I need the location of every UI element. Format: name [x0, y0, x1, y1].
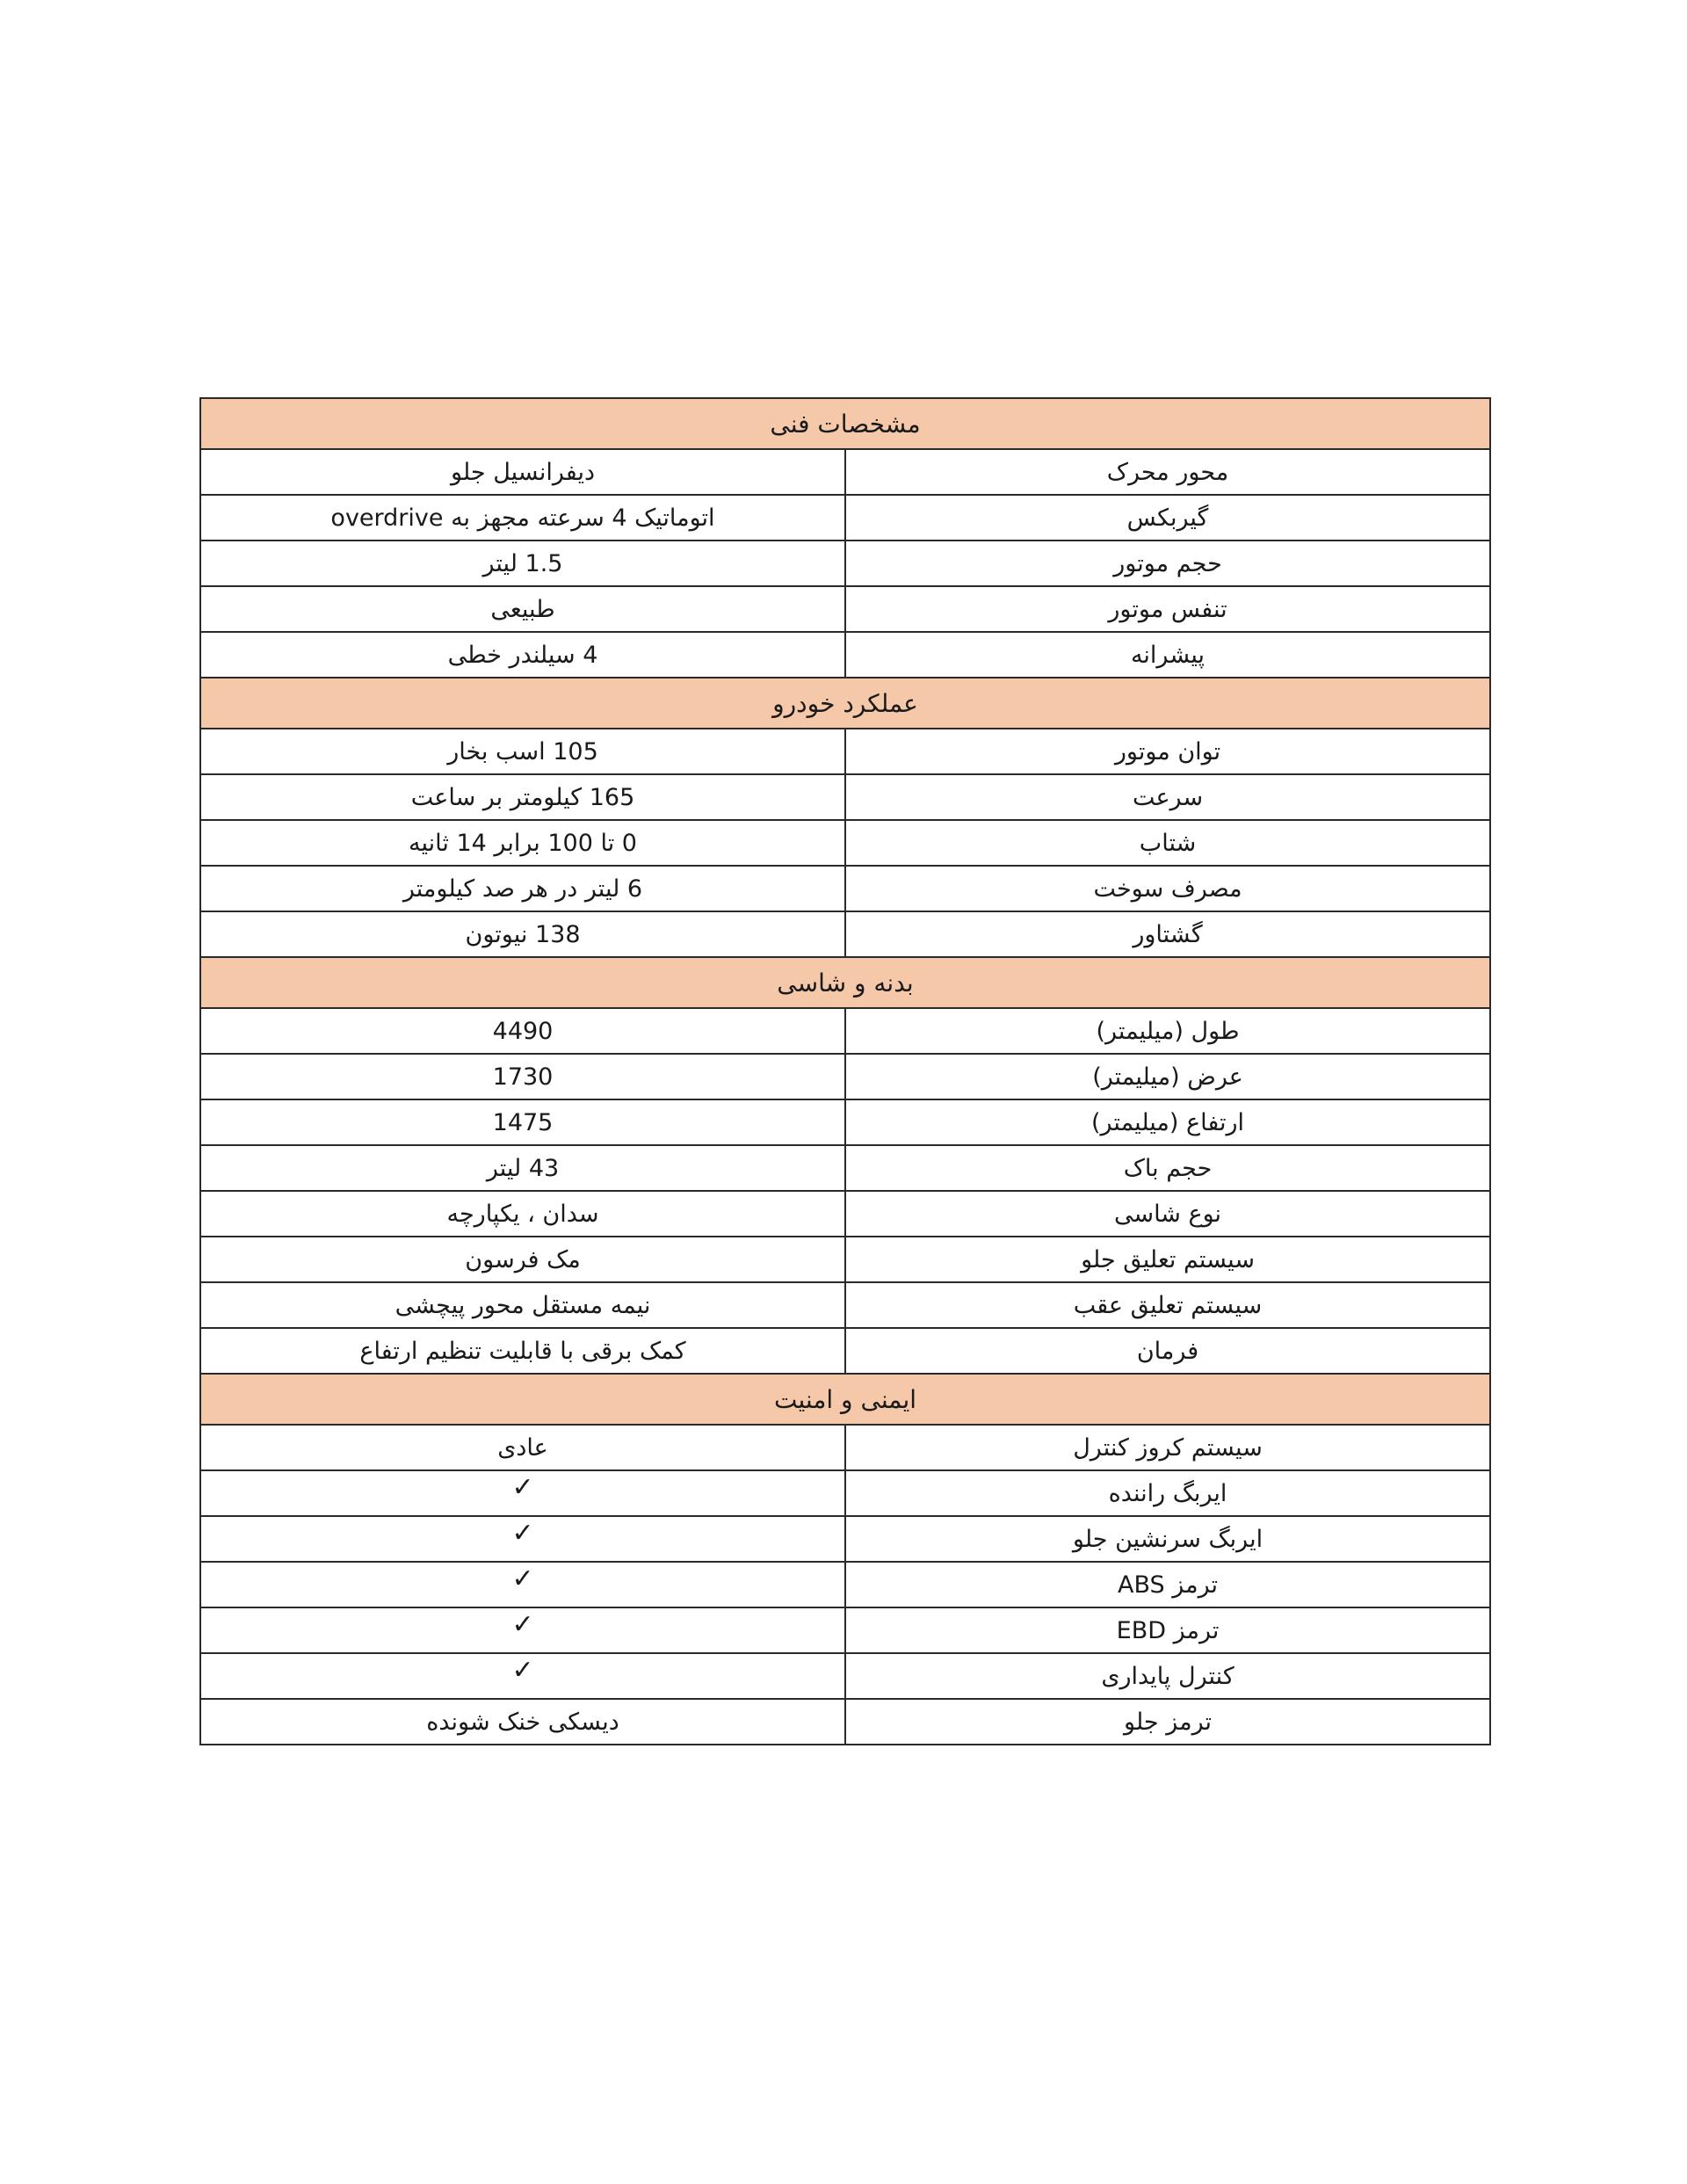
- table-row: [200, 1607, 1490, 1653]
- table-row: [200, 1282, 1490, 1328]
- spec-label: مصرف سوخت: [845, 866, 1490, 911]
- spec-value: 1730: [200, 1054, 845, 1099]
- spec-value: عادی: [200, 1425, 845, 1470]
- checkmark-icon: ✓: [511, 1654, 534, 1686]
- section-title: عملکرد خودرو: [200, 678, 1490, 729]
- table-row: [200, 1191, 1490, 1237]
- checkmark-icon: ✓: [511, 1608, 534, 1640]
- table-row: [200, 495, 1490, 541]
- section-header-row: [200, 957, 1490, 1008]
- section-title: بدنه و شاسی: [200, 957, 1490, 1008]
- section-header-row: [200, 678, 1490, 729]
- spec-value: 43 لیتر: [200, 1145, 845, 1191]
- checkmark-icon: ✓: [511, 1471, 534, 1503]
- spec-value: 4 سیلندر خطی: [200, 632, 845, 678]
- table-row: [200, 1562, 1490, 1607]
- table-row: [200, 729, 1490, 774]
- spec-value: مک فرسون: [200, 1237, 845, 1282]
- spec-label: عرض (میلیمتر): [845, 1054, 1490, 1099]
- table-row: [200, 1328, 1490, 1374]
- spec-value-checked: [200, 1470, 845, 1516]
- spec-value: 0 تا 100 برابر 14 ثانیه: [200, 820, 845, 866]
- table-row: [200, 1516, 1490, 1562]
- table-row: [200, 1099, 1490, 1145]
- spec-label: ترمز ABS: [845, 1562, 1490, 1607]
- table-row: [200, 1699, 1490, 1745]
- spec-table-body: [200, 398, 1490, 1745]
- spec-label: پیشرانه: [845, 632, 1490, 678]
- table-row: [200, 820, 1490, 866]
- spec-value: دیسکی خنک شونده: [200, 1699, 845, 1745]
- table-row: [200, 911, 1490, 957]
- table-row: [200, 1145, 1490, 1191]
- spec-value: سدان ، یکپارچه: [200, 1191, 845, 1237]
- table-row: [200, 541, 1490, 586]
- spec-value: 4490: [200, 1008, 845, 1054]
- spec-value: نیمه مستقل محور پیچشی: [200, 1282, 845, 1328]
- spec-label: کنترل پایداری: [845, 1653, 1490, 1699]
- spec-value: طبیعی: [200, 586, 845, 632]
- spec-value-checked: [200, 1653, 845, 1699]
- spec-label: گشتاور: [845, 911, 1490, 957]
- spec-label: توان موتور: [845, 729, 1490, 774]
- section-title: ایمنی و امنیت: [200, 1374, 1490, 1425]
- spec-value-checked: [200, 1516, 845, 1562]
- checkmark-icon: ✓: [511, 1563, 534, 1594]
- spec-label: حجم موتور: [845, 541, 1490, 586]
- spec-label: طول (میلیمتر): [845, 1008, 1490, 1054]
- spec-table: [199, 397, 1491, 1745]
- spec-label: فرمان: [845, 1328, 1490, 1374]
- spec-label: ارتفاع (میلیمتر): [845, 1099, 1490, 1145]
- section-title: مشخصات فنی: [200, 398, 1490, 449]
- spec-label: نوع شاسی: [845, 1191, 1490, 1237]
- spec-label: سیستم کروز کنترل: [845, 1425, 1490, 1470]
- spec-label: شتاب: [845, 820, 1490, 866]
- table-row: [200, 774, 1490, 820]
- spec-label: ترمز EBD: [845, 1607, 1490, 1653]
- spec-label: ایربگ راننده: [845, 1470, 1490, 1516]
- table-row: [200, 586, 1490, 632]
- spec-label: سرعت: [845, 774, 1490, 820]
- table-row: [200, 1653, 1490, 1699]
- section-header-row: [200, 1374, 1490, 1425]
- spec-value: 138 نیوتون: [200, 911, 845, 957]
- table-row: [200, 1425, 1490, 1470]
- spec-value-checked: [200, 1562, 845, 1607]
- checkmark-icon: ✓: [511, 1517, 534, 1549]
- spec-label: ترمز جلو: [845, 1699, 1490, 1745]
- spec-label: حجم باک: [845, 1145, 1490, 1191]
- table-row: [200, 1470, 1490, 1516]
- spec-value: 1.5 لیتر: [200, 541, 845, 586]
- spec-value: 105 اسب بخار: [200, 729, 845, 774]
- table-row: [200, 1008, 1490, 1054]
- spec-value: کمک برقی با قابلیت تنظیم ارتفاع: [200, 1328, 845, 1374]
- spec-label: ایربگ سرنشین جلو: [845, 1516, 1490, 1562]
- table-row: [200, 449, 1490, 495]
- spec-value: 1475: [200, 1099, 845, 1145]
- spec-value: دیفرانسیل جلو: [200, 449, 845, 495]
- spec-value-checked: [200, 1607, 845, 1653]
- table-row: [200, 1054, 1490, 1099]
- spec-label: سیستم تعلیق جلو: [845, 1237, 1490, 1282]
- spec-label: محور محرک: [845, 449, 1490, 495]
- spec-value: 6 لیتر در هر صد کیلومتر: [200, 866, 845, 911]
- spec-label: تنفس موتور: [845, 586, 1490, 632]
- table-row: [200, 632, 1490, 678]
- table-row: [200, 866, 1490, 911]
- spec-label: گیربکس: [845, 495, 1490, 541]
- section-header-row: [200, 398, 1490, 449]
- table-row: [200, 1237, 1490, 1282]
- spec-value: اتوماتیک 4 سرعته مجهز به overdrive: [200, 495, 845, 541]
- spec-value: 165 کیلومتر بر ساعت: [200, 774, 845, 820]
- spec-label: سیستم تعلیق عقب: [845, 1282, 1490, 1328]
